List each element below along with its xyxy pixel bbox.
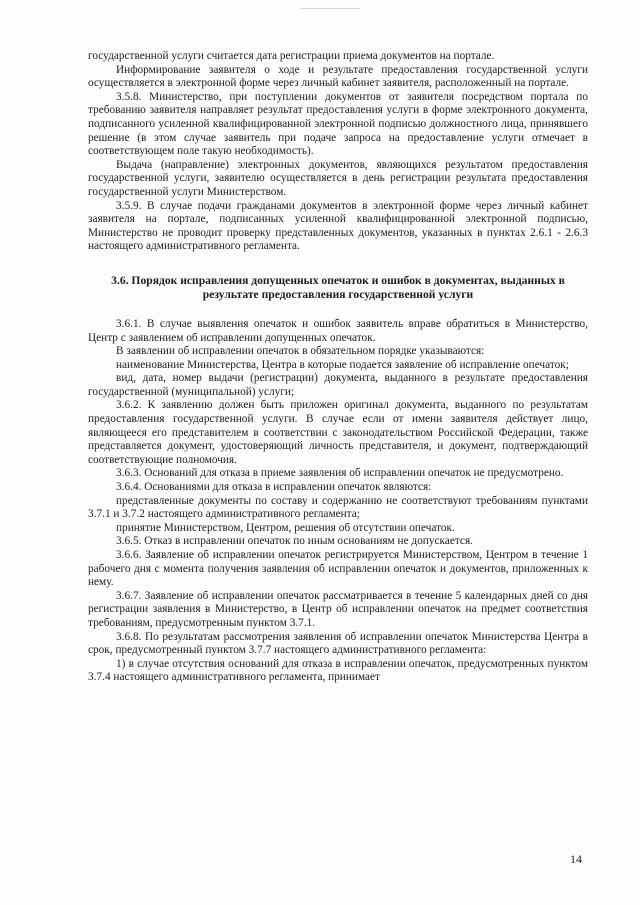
paragraph: 3.6.3. Оснований для отказа в приеме заявления об исправлении опечаток не предусмотрено. (116, 467, 564, 480)
paragraph: 3.6.6. Заявление об исправлении опечаток регистрируется Министерством, Центром в течение 1 рабочего дня с момента получения заявления об исправлении опечаток и документов, приложенных к нему. (88, 549, 588, 589)
section-heading: 3.6. Порядок исправления допущенных опечаток и ошибок в документах, выданных в результате предоставления государственной услуги (111, 273, 565, 301)
paragraph: 3.5.8. Министерство, при поступлении документов от заявителя посредством портала по требованию заявителя направляет результат предоставления услуги в форме электронного документа, подписанного усиленной квалифицированной электронной подписью должностного лица, принявшего решение (в этом случае заявитель при подаче запроса на предоставление услуги отмечает в соответствующем поле такую необходимость). (88, 90, 588, 158)
paragraph: Выдача (направление) электронных документов, являющихся результатом предоставления государственной услуги, заявителю осуществляется в день регистрации результата предоставления государственной услуги Министерством. (88, 158, 588, 198)
paragraph: принятие Министерством, Центром, решения об отсутствии опечаток. (116, 521, 455, 534)
paragraph: государственной услуги считается дата регистрации приема документов на портале. (88, 50, 495, 62)
paragraph: 3.5.9. В случае подачи гражданами документов в электронной форме через личный кабинет заявителя на портале, подписанных усиленной квалифицированной электронной подписью, Министерство не проводит проверку представленных документов, указанных в пунктах 2.6.1 - 2.6.3 настоящего административного регламента. (88, 199, 588, 253)
paragraph: 1) в случае отсутствия оснований для отказа в исправлении опечаток, предусмотренных пунктом 3.7.4 настоящего административного регламента, принимает (88, 657, 588, 684)
paragraph: наименование Министерства, Центра в которые подается заявление об исправление опечаток; (116, 358, 569, 371)
paragraph: вид, дата, номер выдачи (регистрации) документа, выданного в результате предоставления государственной (муниципальной) услуги; (88, 372, 588, 398)
page-number: 14 (570, 852, 582, 866)
scan-artifact (300, 8, 360, 9)
paragraph: 3.6.7. Заявление об исправлении опечаток рассматривается в течение 5 календарных дней со дня регистрации заявления в Министерство, в Центр об исправлении опечаток на предмет соответствия требованиям, предусмотренным пунктом 3.7.1. (88, 589, 588, 629)
paragraph: В заявлении об исправлении опечаток в обязательном порядке указываются: (116, 345, 485, 358)
paragraph: 3.6.5. Отказ в исправлении опечаток по иным основаниям не допускается. (116, 535, 473, 548)
document-body (88, 50, 588, 685)
paragraph: представленные документы по составу и содержанию не соответствуют требованиям пунктами 3.7.1 и 3.7.2 настоящего административного регламента; (88, 494, 588, 521)
paragraph: 3.6.2. К заявлению должен быть приложен оригинал документа, выданного по результатам предоставления государственной услуги. В случае если от имени заявителя действует лицо, являющееся его представителем в соответствии с законодательством Российской Федерации, также представляется документ, удостоверяющий личность представителя, и документ, подтверждающий соответствующие полномочия. (88, 399, 588, 466)
paragraph: Информирование заявителя о ходе и результате предоставления государственной услуги осуществляется в электронной форме через личный кабинет заявителя, расположенный на портале. (88, 63, 588, 90)
paragraph: 3.6.4. Основаниями для отказа в исправлении опечаток являются: (116, 481, 432, 494)
paragraph: 3.6.8. По результатам рассмотрения заявления об исправлении опечаток Министерства Центра в срок, предусмотренный пунктом 3.7.7 настоящего административного регламента: (88, 630, 588, 657)
paragraph: 3.6.1. В случае выявления опечаток и ошибок заявитель вправе обратиться в Министерство, Центр с заявлением об исправлении допущенных опечаток. (88, 317, 588, 344)
